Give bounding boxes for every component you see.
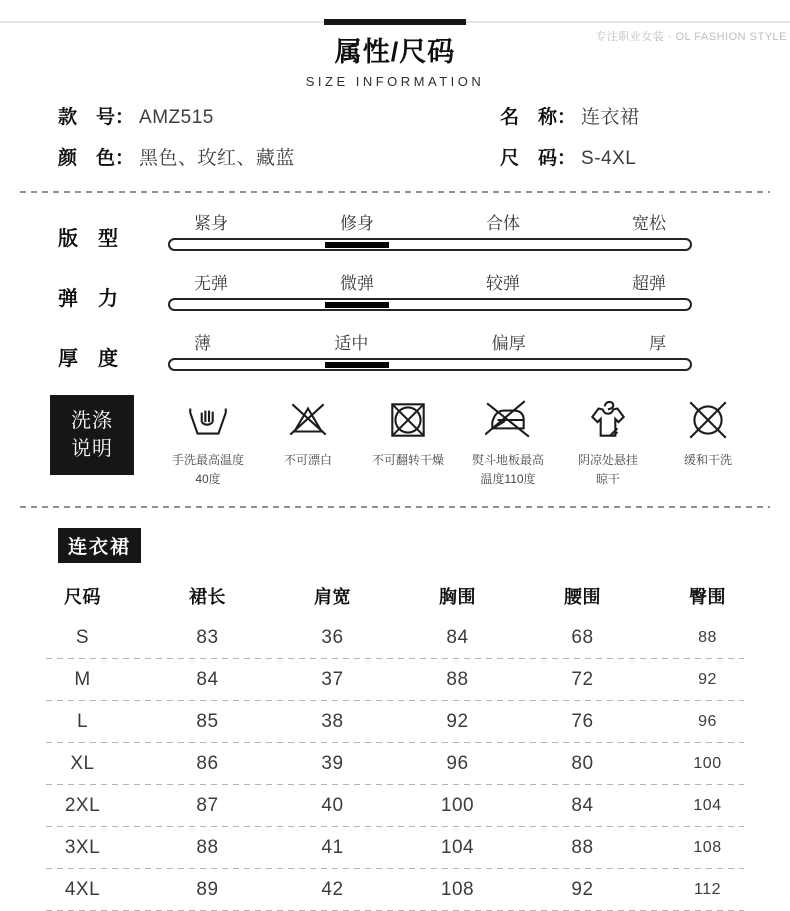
care-caption: 阴凉处悬挂 晾干 (577, 453, 638, 486)
no-tumble-dry-icon (385, 396, 431, 444)
table-cell: 100 (693, 754, 722, 772)
slider-option: 适中 (334, 334, 369, 353)
brand-tagline: 专注职业女装 · OL FASHION STYLE (595, 31, 787, 43)
care-caption: 熨斗地板最高 温度110度 (471, 453, 544, 486)
table-cell: 92 (446, 710, 469, 732)
field-product-name (500, 102, 750, 129)
table-cell: 88 (446, 668, 469, 690)
care-section (50, 395, 754, 488)
table-cell: 104 (440, 836, 475, 858)
table-header-cell: 胸围 (439, 587, 476, 608)
dashed-divider (20, 506, 770, 508)
table-cell: 37 (321, 668, 344, 690)
slider-options (168, 269, 692, 294)
table-cell: 89 (196, 878, 219, 900)
table-cell: 36 (321, 626, 344, 648)
care-item (658, 396, 758, 488)
care-item (358, 396, 458, 488)
product-info (58, 102, 750, 170)
slider-option: 微弹 (340, 274, 374, 293)
slider-row-fit (58, 209, 692, 251)
slider-track (168, 358, 692, 371)
table-cell: XL (70, 752, 95, 774)
table-cell: 38 (321, 710, 344, 732)
table-cell: 85 (196, 710, 219, 732)
table-cell: 4XL (64, 878, 101, 900)
table-cell: 39 (321, 752, 344, 774)
no-bleach-icon (285, 396, 331, 444)
slider-option: 较弹 (486, 274, 520, 293)
iron-max-110-icon (485, 396, 531, 444)
field-label: 款 号： (58, 107, 135, 128)
table-cell: 108 (693, 838, 722, 856)
table-cell: 92 (698, 670, 717, 688)
table-row (20, 617, 770, 658)
slider-body (168, 269, 692, 311)
table-cell: 88 (698, 628, 717, 646)
table-cell: 41 (321, 836, 344, 858)
care-items (158, 395, 758, 488)
table-header-cell: 臀围 (689, 587, 726, 608)
table-cell: 3XL (64, 836, 101, 858)
slider-body (168, 329, 692, 371)
table-cell: 84 (571, 794, 594, 816)
attribute-sliders (0, 193, 790, 371)
slider-options (168, 329, 692, 354)
care-label-line: 洗涤 (71, 410, 113, 432)
table-cell: 96 (698, 712, 717, 730)
field-model-number (58, 102, 500, 129)
table-cell: 42 (321, 878, 344, 900)
table-cell: 88 (196, 836, 219, 858)
table-row (20, 659, 770, 700)
slider-track (168, 298, 692, 311)
field-colors (58, 143, 500, 170)
care-caption: 手洗最高温度 40度 (171, 453, 244, 486)
table-cell: 88 (571, 836, 594, 858)
table-cell: 2XL (64, 794, 101, 816)
slider-option: 宽松 (632, 214, 666, 233)
table-cell: 80 (571, 752, 594, 774)
slider-option: 厚 (648, 334, 666, 353)
care-item (258, 396, 358, 488)
slider-indicator (325, 302, 389, 308)
table-cell: 86 (196, 752, 219, 774)
field-label: 尺 码： (500, 148, 577, 169)
slider-label: 厚 度 (58, 348, 118, 370)
table-row (20, 785, 770, 826)
care-caption: 缓和干洗 (683, 453, 732, 467)
table-cell: 112 (693, 880, 721, 898)
size-table-body (20, 617, 770, 911)
table-cell: 96 (446, 752, 469, 774)
slider-option: 修身 (340, 214, 374, 233)
care-item (558, 396, 658, 488)
slider-body (168, 209, 692, 251)
field-size-range (500, 143, 750, 170)
care-caption: 不可漂白 (283, 453, 332, 467)
title-accent-bar (324, 19, 466, 25)
slider-label: 版 型 (58, 228, 118, 250)
table-cell: 76 (571, 710, 594, 732)
slider-row-stretch (58, 269, 692, 311)
table-row (20, 827, 770, 868)
table-row (20, 869, 770, 910)
slider-option: 偏厚 (491, 334, 526, 353)
care-item (458, 396, 558, 488)
table-cell: 100 (440, 794, 475, 816)
table-row (20, 701, 770, 742)
size-table-header-row (20, 575, 770, 617)
slider-option: 超弹 (632, 274, 666, 293)
handwash-40-icon (185, 396, 231, 444)
table-row (20, 743, 770, 784)
table-cell: 108 (440, 878, 475, 900)
gentle-dryclean-icon (685, 396, 731, 444)
care-section-label (50, 395, 134, 475)
table-cell: 84 (446, 626, 469, 648)
slider-option: 无弹 (194, 274, 228, 293)
slider-options (168, 209, 692, 234)
size-table (20, 575, 770, 911)
table-cell: 40 (321, 794, 344, 816)
page-subtitle: SIZE INFORMATION (305, 74, 485, 89)
slider-track (168, 238, 692, 251)
field-label: 颜 色： (58, 148, 135, 169)
table-cell: 68 (571, 626, 594, 648)
size-table-tag: 连衣裙 (58, 528, 141, 563)
table-cell: 92 (571, 878, 594, 900)
table-header-cell: 裙长 (189, 587, 226, 608)
table-cell: 104 (693, 796, 722, 814)
field-value: AMZ515 (139, 107, 214, 128)
slider-option: 合体 (486, 214, 520, 233)
care-label-line: 说明 (71, 438, 113, 460)
table-cell: 84 (196, 668, 219, 690)
slider-indicator (325, 362, 389, 368)
slider-label: 弹 力 (58, 288, 118, 310)
care-caption: 不可翻转干燥 (371, 453, 444, 467)
table-header-cell: 尺码 (64, 587, 101, 608)
table-cell: 72 (571, 668, 594, 690)
slider-option: 紧身 (194, 214, 228, 233)
hang-dry-shade-icon (585, 396, 631, 444)
field-value: S-4XL (581, 148, 637, 169)
table-header-cell: 腰围 (564, 587, 601, 608)
page-header (0, 0, 790, 89)
slider-indicator (325, 242, 389, 248)
care-item (158, 396, 258, 488)
table-cell: M (74, 668, 91, 690)
slider-option: 薄 (194, 334, 211, 353)
table-cell: 83 (196, 626, 219, 648)
field-value: 连衣裙 (581, 107, 640, 128)
table-header-cell: 肩宽 (314, 587, 351, 608)
field-value: 黑色、玫红、藏蓝 (139, 148, 296, 169)
field-label: 名 称： (500, 107, 577, 128)
table-cell: S (75, 626, 90, 648)
table-cell: L (76, 710, 89, 732)
table-cell: 87 (196, 794, 219, 816)
slider-row-thickness (58, 329, 692, 371)
page-title: 属性/尺码 (334, 37, 456, 67)
